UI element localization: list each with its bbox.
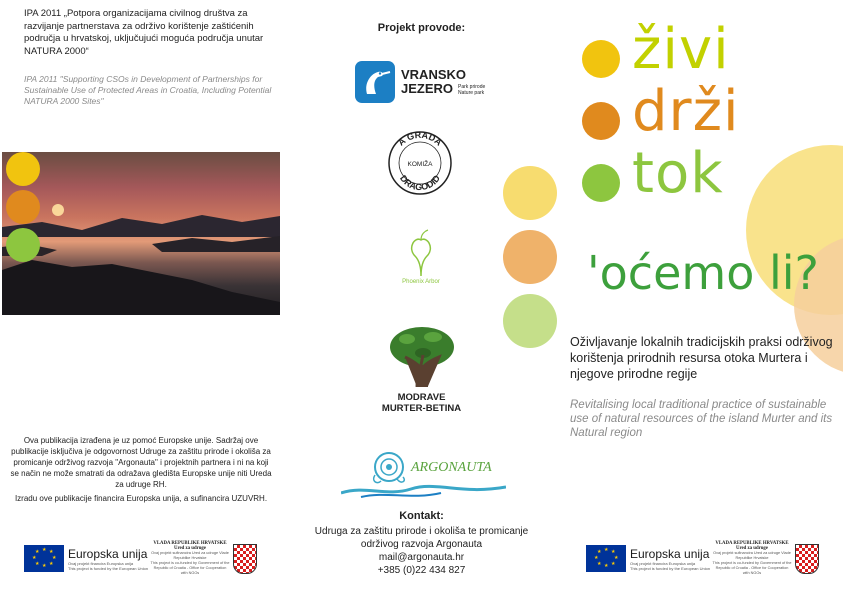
description-hr: Oživljavanje lokalnih tradicijskih praksi održivog korištenja prirodnih resursa otoka Murtera i njegove prirodne regije: [570, 335, 833, 381]
sunset-islands-photo: [2, 152, 280, 315]
back-panel: [0, 0, 281, 596]
eu-flag-icon: ★ ★ ★ ★ ★ ★ ★ ★: [586, 545, 626, 572]
partners-panel: [281, 0, 562, 596]
pale-green-dot: [503, 294, 557, 348]
svg-text:A GRADA: [396, 130, 444, 148]
contact-email[interactable]: mail@argonauta.hr: [378, 552, 465, 563]
contact-org1: Udruga za zaštitu prirode i okoliša te promicanje: [314, 526, 529, 537]
gov-logo-cover: [712, 541, 820, 576]
agrada-bottom: DRAGODID: [397, 173, 443, 193]
pale-yellow-dot: [503, 166, 557, 220]
gov-title: VLADA REPUBLIKE HRVATSKE: [715, 541, 789, 546]
vransko-name2: JEZERO: [401, 81, 454, 96]
gov-title: VLADA REPUBLIKE HRVATSKE: [153, 541, 227, 546]
gov-sub-hr: Ovaj projekt sufinancira Ured za udruge Vlade Republike Hrvatske: [151, 551, 229, 560]
project-title: Projekt provode:: [377, 22, 466, 34]
vransko-sub2: Nature park: [458, 90, 485, 96]
orange-bullet: [582, 102, 620, 140]
gov-office: Ured za udruge: [736, 546, 768, 551]
eu-sub-en: This project is funded by the European Union: [630, 565, 711, 571]
croatia-crest-icon: [233, 544, 257, 574]
green-bullet: [582, 164, 620, 202]
heron-icon: [354, 60, 396, 104]
word-tok: tok: [632, 141, 724, 206]
eu-disclaimer: Ova publikacija izrađena je uz pomoć Europske unije. Sadržaj ove publikacije isključiva je odgovornost Udruge za zaštitu prirode i okoliša za promicanje održivog razvoja "Argonauta" i projektnih partnera i ni na koji se način ne može smatrati da odražava gledišta Europske unije niti Ureda za udruge RH.: [10, 436, 272, 489]
phoenix-arbor-name: Phoenix Arbor: [402, 279, 440, 285]
gov-sub-en: This project is co-funded by Government of the Republic of Croatia - Office for Cooperation with NGOs: [712, 561, 792, 575]
agrada-mid: KOMIŽA: [407, 161, 433, 168]
croatia-crest-icon: [795, 544, 819, 574]
pale-orange-dot: [503, 230, 557, 284]
gov-sub-hr: Ovaj projekt sufinancira Ured za udruge Vlade Republike Hrvatske: [713, 551, 791, 560]
word-zivi: živi: [632, 17, 730, 82]
modrave-logo: [369, 325, 474, 414]
ipa-title-hr: IPA 2011 „Potpora organizacijama civilnog društva za razvijanje partnerstava za održivo korištenje zaštićenih područja u hrvatskoj, uključujući moguća područja unutar NATURA 2000“: [24, 8, 264, 57]
gov-logo: [150, 541, 258, 576]
agrada-komiza-logo: [387, 130, 453, 201]
orange-dot: [6, 190, 40, 224]
ipa-title-en: IPA 2011 "Supporting CSOs in Development of Partnerships for Sustainable Use of Protected Areas in Croatia, Including Potential NATURA 2000 Sites": [24, 74, 272, 106]
eu-name: Europska unija: [630, 546, 710, 561]
eu-logo-cover: [586, 545, 710, 572]
contact-title: Kontakt:: [399, 510, 444, 522]
eu-sub-hr: Ovaj projekt financira Europska unija: [630, 560, 696, 566]
modrave-line2: MURTER-BETINA: [381, 403, 462, 414]
contact-org2: održivog razvoja Argonauta: [360, 539, 483, 550]
phoenix-arbor-logo: [391, 228, 451, 285]
cover-panel: [562, 0, 843, 596]
olive-tree-icon: [387, 325, 457, 387]
funding-note: Izradu ove publikacije financira Europska unija, a sufinancira UZUVRH.: [14, 494, 268, 503]
contact-phone[interactable]: +385 (0)22 434 827: [377, 565, 466, 576]
vransko-jezero-logo: [354, 60, 485, 104]
sprout-icon: [401, 228, 441, 278]
eu-name: Europska unija: [68, 546, 148, 561]
eu-sub-hr: Ovaj projekt financira Europska unija: [68, 560, 134, 566]
gov-sub-en: This project is co-funded by Government of the Republic of Croatia - Office for Cooperation with NGOs: [150, 561, 230, 575]
vransko-sub1: Park prirode: [458, 84, 486, 90]
agrada-top: A GRADA: [396, 130, 444, 148]
description-en: Revitalising local traditional practice of sustainable use of natural resources of the island Murter and its Natural region: [570, 399, 833, 439]
modrave-line1: MODRAVE: [397, 392, 446, 403]
eu-logo: [24, 545, 148, 572]
yellow-bullet: [582, 40, 620, 78]
argonauta-logo: [341, 445, 506, 500]
argonauta-name: ARGONAUTA: [411, 460, 492, 475]
green-dot: [6, 228, 40, 262]
word-drzi: drži: [632, 79, 740, 144]
contact-block: [281, 525, 562, 577]
vransko-name1: VRANSKO: [401, 67, 467, 82]
question-ocemo-li: 'oćemo li?: [587, 246, 819, 300]
eu-flag-icon: ★ ★ ★ ★ ★ ★ ★ ★: [24, 545, 64, 572]
eu-sub-en: This project is funded by the European Union: [68, 565, 149, 571]
gov-office: Ured za udruge: [174, 546, 206, 551]
yellow-dot: [6, 152, 40, 186]
